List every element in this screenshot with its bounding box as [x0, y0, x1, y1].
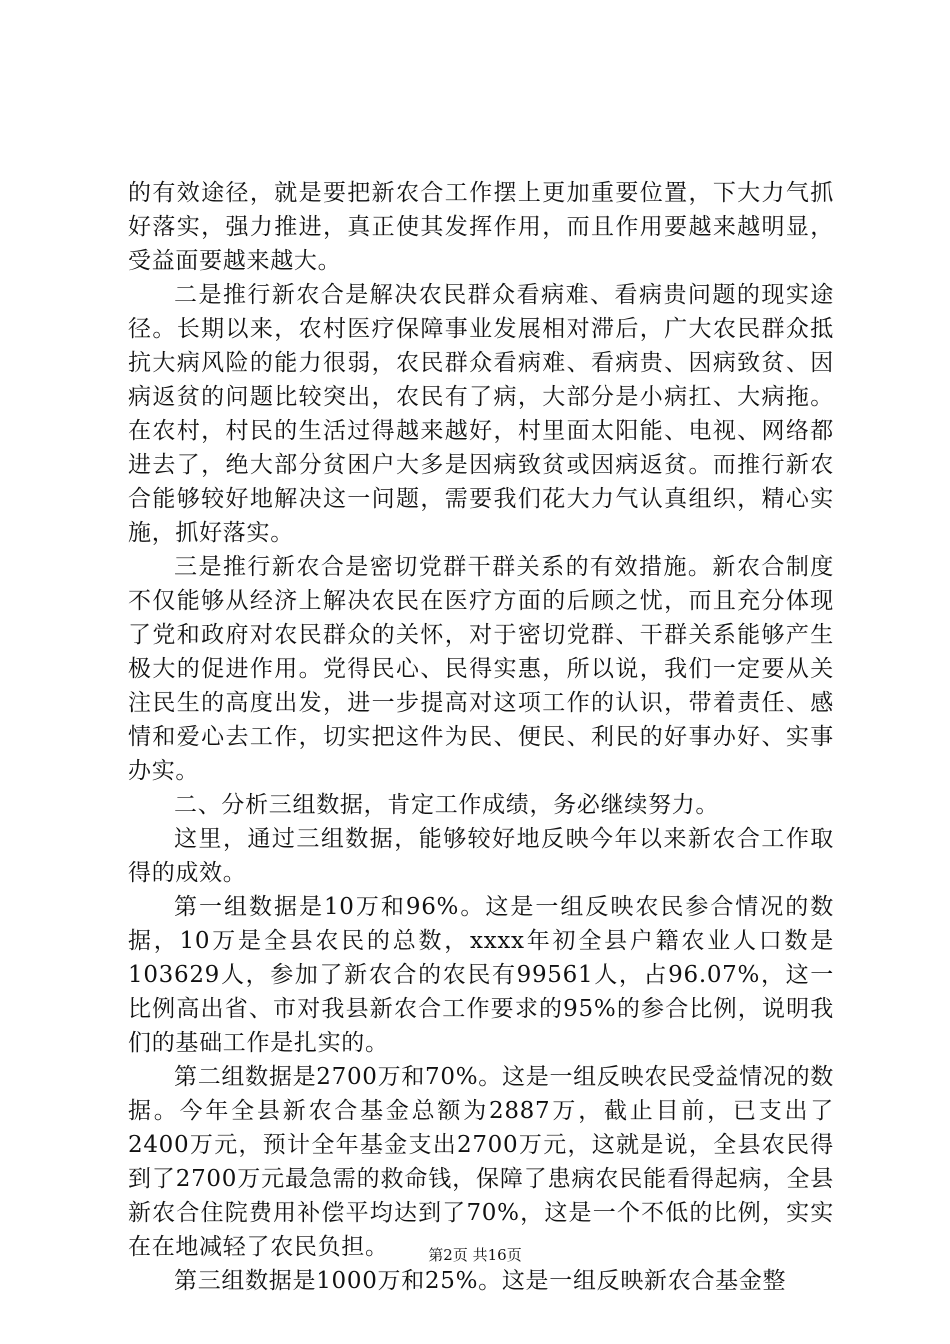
document-body: [128, 176, 834, 1298]
paragraph-point-two: 二是推行新农合是解决农民群众看病难、看病贵问题的现实途径。长期以来，农村医疗保障事业发展相对滞后，广大农民群众抵抗大病风险的能力很弱，农民群众看病难、看病贵、因病致贫、因病返贫的问题比较突出，农民有了病，大部分是小病扛、大病拖。在农村，村民的生活过得越来越好，村里面太阳能、电视、网络都进去了，绝大部分贫困户大多是因病致贫或因病返贫。而推行新农合能够较好地解决这一问题，需要我们花大力气认真组织，精心实施，抓好落实。: [128, 282, 834, 546]
paragraph-data-group-two: 第二组数据是2700万和70%。这是一组反映农民受益情况的数据。今年全县新农合基金总额为2887万，截止目前，已支出了2400万元，预计全年基金支出2700万元，这就是说，全县农民得到了2700万元最急需的救命钱，保障了患病农民能看得起病，全县新农合住院费用补偿平均达到了70%，这是一个不低的比例，实实在在地减轻了农民负担。: [128, 1064, 834, 1260]
paragraph-point-three: 三是推行新农合是密切党群干群关系的有效措施。新农合制度不仅能够从经济上解决农民在医疗方面的后顾之忧，而且充分体现了党和政府对农民群众的关怀，对于密切党群、干群关系能够产生极大的促进作用。党得民心、民得实惠，所以说，我们一定要从关注民生的高度出发，进一步提高对这项工作的认识，带着责任、感情和爱心去工作，切实把这件为民、便民、利民的好事办好、实事办实。: [128, 554, 834, 784]
paragraph-continuation: 的有效途径，就是要把新农合工作摆上更加重要位置，下大力气抓好落实，强力推进，真正使其发挥作用，而且作用要越来越明显，受益面要越来越大。: [128, 180, 834, 274]
section-heading: 二、分析三组数据，肯定工作成绩，务必继续努力。: [174, 792, 720, 818]
paragraph-data-group-three: 第三组数据是1000万和25%。这是一组反映新农合基金整: [174, 1268, 787, 1294]
page-footer: 第2页 共16页: [428, 1246, 522, 1264]
paragraph-intro: 这里，通过三组数据，能够较好地反映今年以来新农合工作取得的成效。: [128, 826, 834, 886]
paragraph-data-group-one: 第一组数据是10万和96%。这是一组反映农民参合情况的数据，10万是全县农民的总数，xxxx年初全县户籍农业人口数是103629人，参加了新农合的农民有99561人，占96.07%，这一比例高出省、市对我县新农合工作要求的95%的参合比例，说明我们的基础工作是扎实的。: [128, 894, 834, 1056]
